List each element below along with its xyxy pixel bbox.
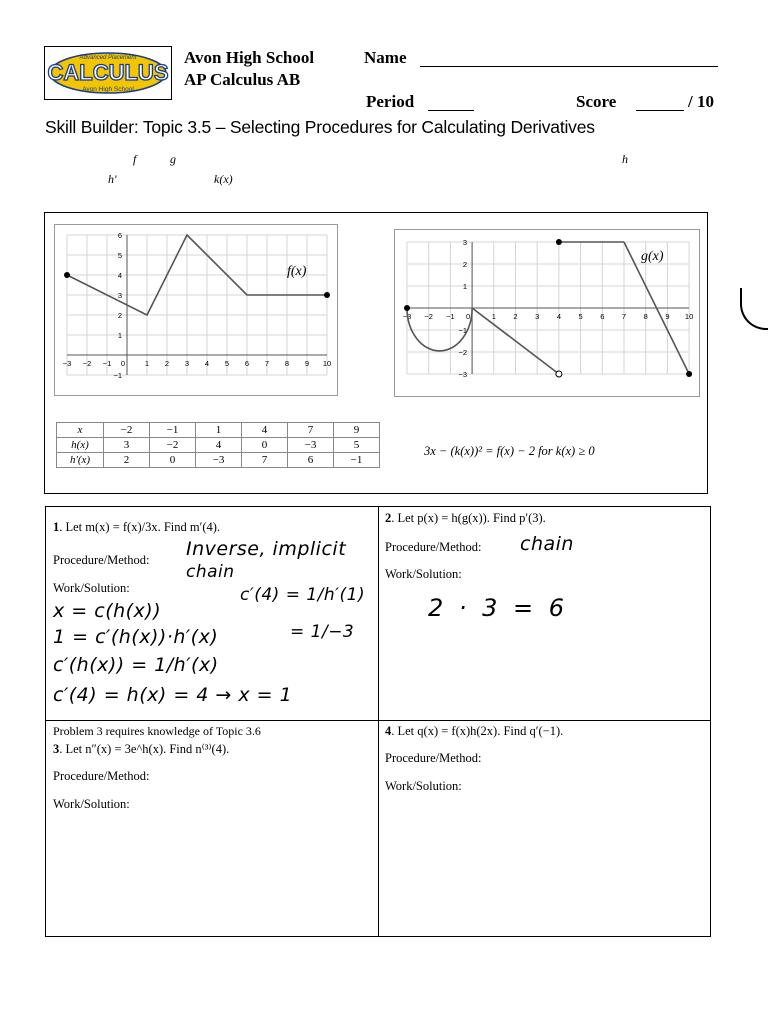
period-label: Period bbox=[366, 92, 415, 111]
score-total: / 10 bbox=[688, 92, 714, 111]
p1-hand-line1[interactable]: x = c(h(x)) bbox=[53, 600, 162, 622]
g-graph bbox=[394, 229, 700, 397]
p1-hand-side2[interactable]: = 1/−3 bbox=[290, 622, 355, 642]
table-cell: −2 bbox=[150, 438, 196, 453]
p1-hand-line4[interactable]: c′(4) = h(x) = 4 → x = 1 bbox=[53, 684, 293, 706]
x-tick-label: 6 bbox=[244, 359, 250, 368]
y-tick-label: −1 bbox=[113, 371, 122, 380]
problem-1-number: 1 bbox=[53, 520, 60, 534]
x-tick-label: 3 bbox=[535, 312, 540, 321]
period-blank[interactable] bbox=[428, 110, 474, 111]
intro-f: f bbox=[133, 152, 137, 166]
table-header-cell: 4 bbox=[242, 423, 288, 438]
p1-hand-line3[interactable]: c′(h(x)) = 1/h′(x) bbox=[53, 654, 219, 676]
table-cell: −3 bbox=[196, 453, 242, 468]
school-name: Avon High School bbox=[184, 48, 315, 67]
y-tick-label: 1 bbox=[117, 331, 122, 340]
f-endpoint-left bbox=[64, 272, 70, 278]
problem-1-prompt bbox=[53, 520, 220, 535]
calculus-logo bbox=[44, 46, 172, 100]
problem-4-procedure-label: Procedure/Method: bbox=[385, 751, 482, 765]
x-tick-label: 2 bbox=[513, 312, 518, 321]
x-tick-label: 8 bbox=[284, 359, 290, 368]
problem-4-number: 4 bbox=[385, 724, 392, 738]
y-tick-label: 5 bbox=[117, 251, 122, 260]
x-tick-label: 5 bbox=[224, 359, 230, 368]
g-label: g(x) bbox=[641, 249, 664, 264]
intro-hprime: h′ bbox=[108, 172, 117, 186]
g-closed-point bbox=[686, 371, 692, 377]
x-tick-label: 1 bbox=[491, 312, 496, 321]
table-row-label: h′(x) bbox=[57, 453, 104, 468]
g-open-point bbox=[556, 371, 562, 377]
x-tick-label: −1 bbox=[102, 359, 112, 368]
x-tick-label: −2 bbox=[424, 312, 433, 321]
problem-4-prompt bbox=[385, 724, 563, 739]
problem-3-number: 3 bbox=[53, 742, 60, 756]
score-blank[interactable] bbox=[636, 110, 684, 111]
y-tick-label: 3 bbox=[462, 238, 468, 247]
x-tick-label: 7 bbox=[621, 312, 627, 321]
x-tick-label: 4 bbox=[556, 312, 561, 321]
problem-3-text: . Let n″(x) = 3e^h(x). Find n⁽³⁾(4). bbox=[59, 742, 230, 756]
table-cell: 5 bbox=[334, 438, 380, 453]
table-cell: −1 bbox=[334, 453, 380, 468]
x-tick-label: 0 bbox=[466, 312, 471, 321]
table-cell: 4 bbox=[196, 438, 242, 453]
course-name: AP Calculus AB bbox=[184, 70, 301, 89]
table-row bbox=[57, 453, 380, 468]
score-label: Score bbox=[576, 92, 617, 111]
problem-2-text: . Let p(x) = h(g(x)). Find p′(3). bbox=[391, 511, 546, 525]
problem-2-procedure-label: Procedure/Method: bbox=[385, 540, 482, 554]
problem-1-work-label: Work/Solution: bbox=[53, 581, 130, 595]
x-tick-label: 9 bbox=[665, 312, 670, 321]
problem-3-procedure-label: Procedure/Method: bbox=[53, 769, 150, 783]
f-graph bbox=[54, 224, 338, 396]
intro-h: h bbox=[622, 152, 628, 166]
x-tick-label: 10 bbox=[684, 312, 694, 321]
problem-1-procedure-label: Procedure/Method: bbox=[53, 553, 150, 567]
table-cell: 0 bbox=[242, 438, 288, 453]
x-tick-label: 1 bbox=[144, 359, 150, 368]
y-tick-label: −1 bbox=[458, 326, 468, 335]
table-header-cell: 1 bbox=[196, 423, 242, 438]
table-header-cell: x bbox=[57, 423, 104, 438]
x-tick-label: 7 bbox=[264, 359, 270, 368]
table-cell: −3 bbox=[288, 438, 334, 453]
y-tick-label: 3 bbox=[117, 291, 122, 300]
p1-hand-method[interactable]: Inverse, implicit bbox=[186, 538, 347, 560]
table-header-cell: 9 bbox=[334, 423, 380, 438]
k-equation: 3x − (k(x))² = f(x) − 2 for k(x) ≥ 0 bbox=[424, 444, 595, 458]
x-tick-label: −3 bbox=[62, 359, 72, 368]
problem-2-work-label: Work/Solution: bbox=[385, 567, 462, 581]
x-tick-label: −2 bbox=[82, 359, 92, 368]
table-cell: 6 bbox=[288, 453, 334, 468]
table-row-label: h(x) bbox=[57, 438, 104, 453]
x-tick-label: 4 bbox=[204, 359, 210, 368]
p2-hand-answer[interactable]: 2 · 3 = 6 bbox=[428, 594, 569, 622]
margin-mark bbox=[740, 288, 768, 330]
x-tick-label: 10 bbox=[322, 359, 332, 368]
g-closed-point bbox=[556, 239, 562, 245]
y-tick-label: 1 bbox=[462, 282, 468, 291]
table-row bbox=[57, 423, 380, 438]
x-tick-label: 2 bbox=[164, 359, 170, 368]
name-blank[interactable] bbox=[420, 66, 718, 67]
g-closed-point bbox=[404, 305, 410, 311]
table-cell: 2 bbox=[104, 453, 150, 468]
f-endpoint-right bbox=[324, 292, 330, 298]
intro-kx: k(x) bbox=[214, 172, 233, 186]
page-title: Skill Builder: Topic 3.5 – Selecting Procedures for Calculating Derivatives bbox=[45, 117, 595, 137]
x-tick-label: 0 bbox=[120, 359, 126, 368]
table-header-cell: 7 bbox=[288, 423, 334, 438]
problem-1-text: . Let m(x) = f(x)/3x. Find m′(4). bbox=[59, 520, 221, 534]
logo-main-text: CALCULUS bbox=[47, 60, 169, 85]
h-values-table bbox=[56, 422, 380, 468]
y-tick-label: 2 bbox=[117, 311, 122, 320]
y-tick-label: −2 bbox=[458, 348, 468, 357]
y-tick-label: 2 bbox=[462, 260, 468, 269]
problem-4-text: . Let q(x) = f(x)h(2x). Find q′(−1). bbox=[391, 724, 564, 738]
intro-g: g bbox=[170, 152, 176, 166]
problem-4-work-label: Work/Solution: bbox=[385, 779, 462, 793]
x-tick-label: 3 bbox=[184, 359, 190, 368]
problem-3-prompt bbox=[53, 741, 229, 757]
table-cell: 3 bbox=[104, 438, 150, 453]
p1-hand-side1[interactable]: c′(4) = 1/h′(1) bbox=[240, 585, 366, 605]
x-tick-label: −3 bbox=[402, 312, 412, 321]
logo-top-text: Advanced Placement bbox=[79, 55, 137, 61]
problem-2-prompt bbox=[385, 511, 546, 526]
name-label: Name bbox=[364, 48, 407, 67]
y-tick-label: 6 bbox=[117, 231, 122, 240]
x-tick-label: −1 bbox=[446, 312, 455, 321]
table-header-cell: −1 bbox=[150, 423, 196, 438]
table-cell: 7 bbox=[242, 453, 288, 468]
x-tick-label: 9 bbox=[304, 359, 310, 368]
logo-sub-text: Avon High School bbox=[82, 86, 134, 93]
problem-2-number: 2 bbox=[385, 511, 392, 525]
p1-hand-chain[interactable]: chain bbox=[186, 562, 235, 582]
problem-3-note: Problem 3 requires knowledge of Topic 3.6 bbox=[53, 724, 261, 738]
f-label: f(x) bbox=[287, 264, 307, 279]
table-header-cell: −2 bbox=[104, 423, 150, 438]
table-row bbox=[57, 438, 380, 453]
grid-divider-horizontal bbox=[45, 720, 711, 721]
problem-3-work-label: Work/Solution: bbox=[53, 797, 130, 811]
x-tick-label: 5 bbox=[578, 312, 583, 321]
p1-hand-line2[interactable]: 1 = c′(h(x))·h′(x) bbox=[53, 626, 219, 648]
grid-divider-vertical bbox=[378, 506, 379, 937]
x-tick-label: 6 bbox=[600, 312, 605, 321]
f-grid bbox=[67, 235, 327, 375]
x-tick-label: 8 bbox=[643, 312, 648, 321]
y-tick-label: 4 bbox=[117, 271, 122, 280]
y-tick-label: −3 bbox=[458, 370, 468, 379]
table-cell: 0 bbox=[150, 453, 196, 468]
p2-hand-method[interactable]: chain bbox=[520, 533, 574, 555]
